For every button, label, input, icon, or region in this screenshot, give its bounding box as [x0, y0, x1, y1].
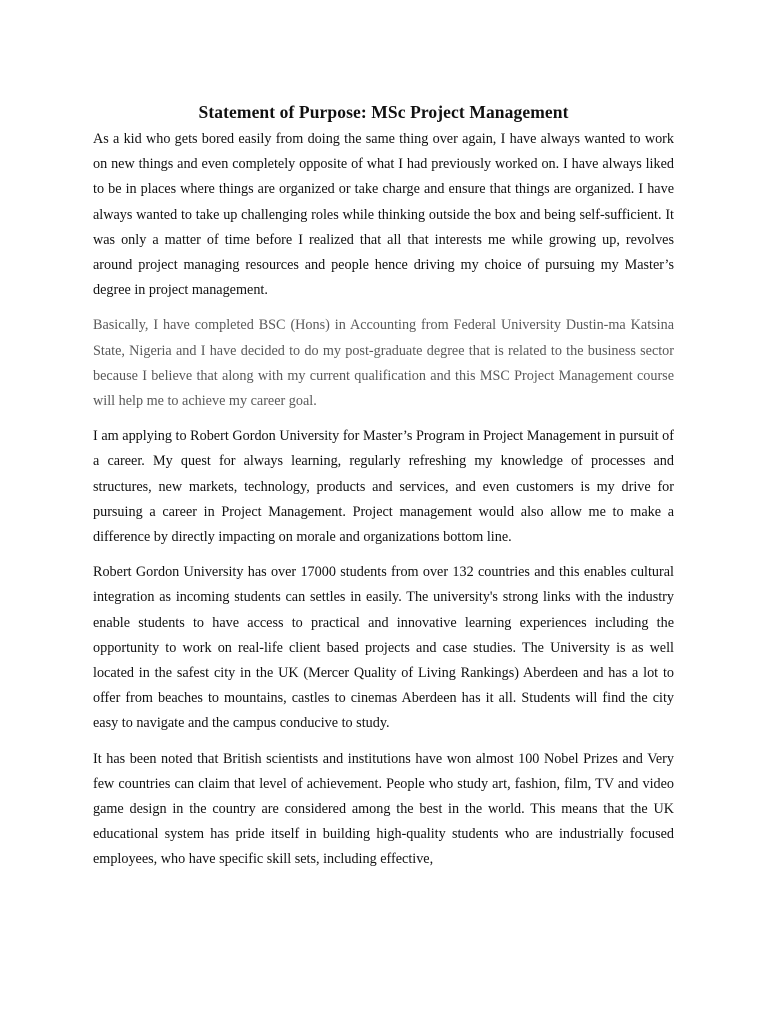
document-body	[93, 127, 674, 883]
paragraph-university: Robert Gordon University has over 17000 students from over 132 countries and this enables cultural integration as incoming students can settles in easily. The university's strong links with the industry enable students to have access to practical and innovative learning experiences including the opportunity to work on real-life client based projects and case studies. The University is as well located in the safest city in the UK (Mercer Quality of Living Rankings) Aberdeen and has a lot to offer from beaches to mountains, castles to cinemas Aberdeen has it all. Students will find the city easy to navigate and the campus conducive to study.	[93, 564, 674, 732]
paragraph-motivation: I am applying to Robert Gordon University for Master’s Program in Project Management in pursuit of a career. My quest for always learning, regularly refreshing my knowledge of processes and structures, new markets, technology, products and services, and even customers is my drive for pursuing a career in Project Management. Project management would also allow me to make a difference by directly impacting on morale and organizations bottom line.	[93, 428, 674, 546]
paragraph-background: Basically, I have completed BSC (Hons) in Accounting from Federal University Dustin-ma Katsina State, Nigeria and I have decided to do my post-graduate degree that is related to the business sector because I believe that along with my current qualification and this MSC Project Management course will help me to achieve my career goal.	[93, 317, 674, 410]
paragraph-intro: As a kid who gets bored easily from doing the same thing over again, I have always wanted to work on new things and even completely opposite of what I had previously worked on. I have always liked to be in places where things are organized or take charge and ensure that things are organized. I have always wanted to take up challenging roles while thinking outside the box and being self-sufficient. It was only a matter of time before I realized that all that interests me while growing up, revolves around project managing resources and people hence driving my choice of pursuing my Master’s degree in project management.	[93, 131, 674, 299]
page-title: Statement of Purpose: MSc Project Management	[198, 101, 569, 122]
paragraph-uk-education: It has been noted that British scientists and institutions have won almost 100 Nobel Prizes and Very few countries can claim that level of achievement. People who study art, fashion, film, TV and video game design in the country are considered among the best in the world. This means that the UK educational system has pride itself in building high-quality students who are industrially focused employees, who have specific skill sets, including effective,	[93, 750, 674, 868]
